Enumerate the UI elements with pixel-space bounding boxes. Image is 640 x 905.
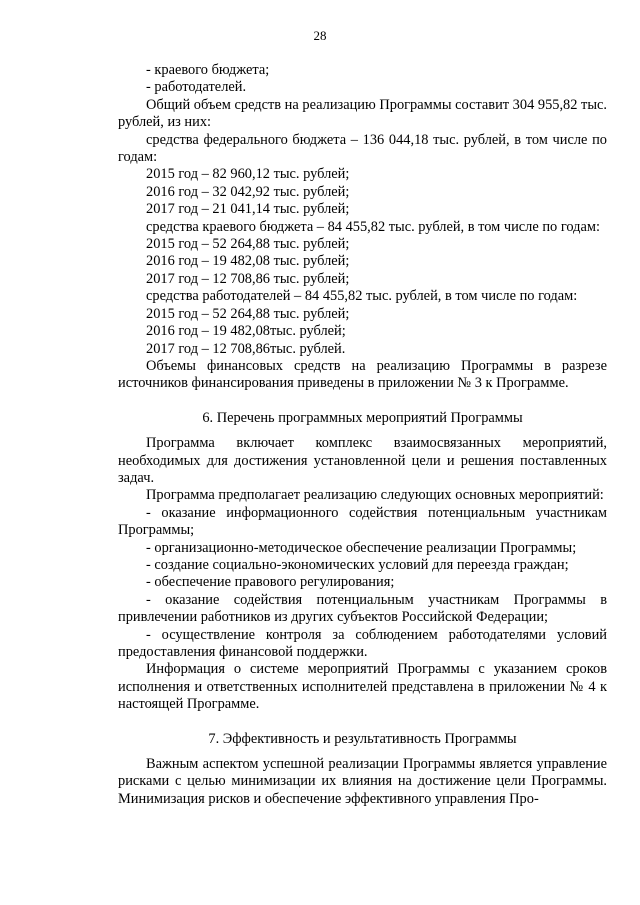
regional-year-2016: 2016 год – 19 482,08 тыс. рублей;	[146, 253, 350, 270]
paragraph-program-activities: Программа предполагает реализацию следующих основных мероприятий:	[146, 487, 604, 504]
regional-year-2015: 2015 год – 52 264,88 тыс. рублей;	[146, 236, 350, 253]
paragraph-employer-funds: средства работодателей – 84 455,82 тыс. рублей, в том числе по годам:	[146, 288, 578, 305]
employer-year-2016: 2016 год – 19 482,08тыс. рублей;	[146, 323, 346, 340]
section-heading-7: 7. Эффективность и результативность Программы	[208, 730, 517, 747]
federal-year-2015: 2015 год – 82 960,12 тыс. рублей;	[146, 166, 350, 183]
paragraph-funding-sources: Объемы финансовых средств на реализацию Программы в разрезе источников финансирования приведены в приложении № 3 к Программе.	[118, 357, 607, 392]
paragraph-federal-budget: средства федерального бюджета – 136 044,18 тыс. рублей, в том числе по годам:	[118, 131, 607, 166]
paragraph-program-includes: Программа включает комплекс взаимосвязанных мероприятий, необходимых для достижения установленной цели и решения поставленных задач.	[118, 435, 607, 486]
paragraph-total-funding: Общий объем средств на реализацию Программы составит 304 955,82 тыс. рублей, из них:	[118, 96, 607, 131]
activity-workforce-attraction: - оказание содействия потенциальным участникам Программы в привлечении работников из других субъектов Российской Федерации;	[118, 591, 607, 626]
regional-year-2017: 2017 год – 12 708,86 тыс. рублей;	[146, 270, 350, 287]
list-item-regional-budget: - краевого бюджета;	[146, 62, 270, 78]
activity-socio-economic-conditions: - создание социально-экономических условий для переезда граждан;	[146, 556, 569, 573]
activity-methodical-support: - организационно-методическое обеспечение реализации Программы;	[146, 539, 577, 556]
employer-year-2017: 2017 год – 12 708,86тыс. рублей.	[146, 340, 346, 357]
page-content	[118, 62, 607, 808]
list-item-employers: - работодателей.	[146, 79, 247, 96]
paragraph-activities-appendix: Информация о системе мероприятий Программы с указанием сроков исполнения и ответственных исполнителей представлена в приложении № 4 к настоящей Программе.	[118, 661, 607, 713]
employer-year-2015: 2015 год – 52 264,88 тыс. рублей;	[146, 305, 350, 322]
federal-year-2016: 2016 год – 32 042,92 тыс. рублей;	[146, 183, 350, 200]
paragraph-risk-management: Важным аспектом успешной реализации Программы является управление рисками с целью минимизации их влияния на достижение цели Программы. Минимизация рисков и обеспечение эффективного управления Про-	[118, 756, 607, 807]
federal-year-2017: 2017 год – 21 041,14 тыс. рублей;	[146, 201, 350, 218]
activity-legal-regulation: - обеспечение правового регулирования;	[146, 574, 395, 591]
paragraph-regional-budget: средства краевого бюджета – 84 455,82 тыс. рублей, в том числе по годам:	[146, 218, 600, 235]
section-heading-6: 6. Перечень программных мероприятий Программы	[202, 409, 523, 426]
activity-information-support: - оказание информационного содействия потенциальным участникам Программы;	[118, 504, 607, 539]
page-number: 28	[313, 28, 327, 43]
activity-employer-control: - осуществление контроля за соблюдением работодателями условий предоставления финансовой поддержки.	[118, 626, 607, 660]
